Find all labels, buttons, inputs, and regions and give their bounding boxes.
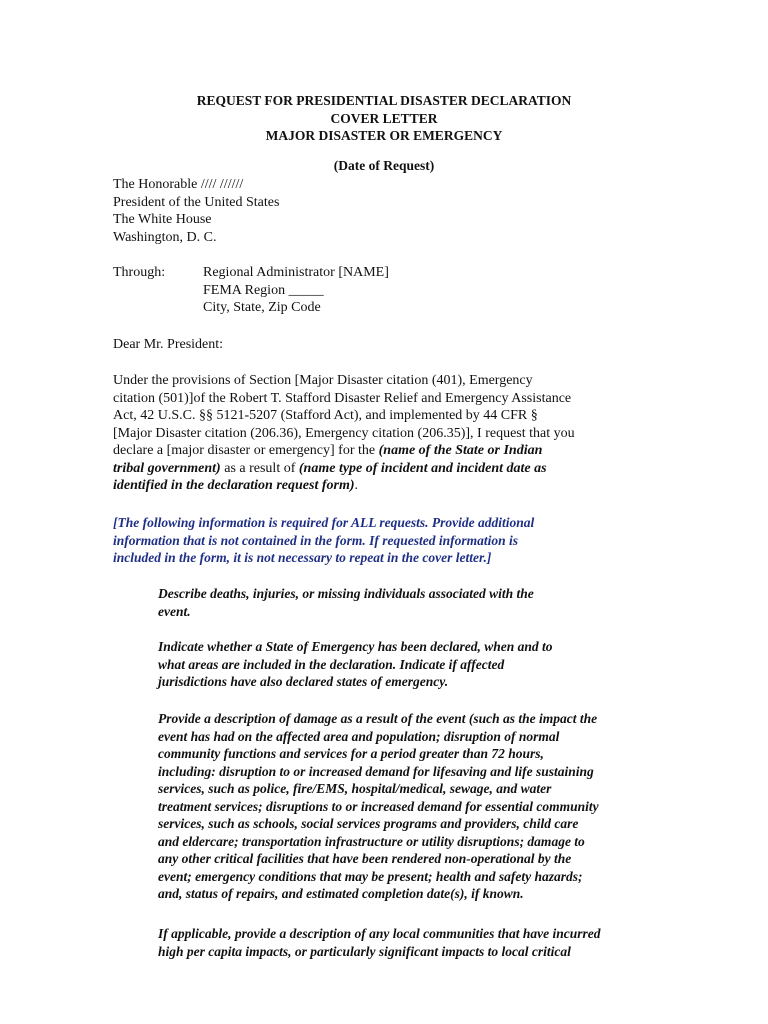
item-line: high per capita impacts, or particularly significant impacts to local critical [158,943,571,959]
item-line: and eldercare; transportation infrastructure or utility disruptions; damage to [158,833,585,849]
paragraph-line-4: [Major Disaster citation (206.36), Emergency citation (206.35)], I request that you [113,425,575,441]
item-line: treatment services; disruptions to or increased demand for essential community [158,798,599,814]
through-label: Through: [113,265,166,280]
paragraph-line-5-text: declare a [major disaster or emergency] for the [113,443,379,458]
item-line: and, status of repairs, and estimated completion date(s), if known. [158,886,524,901]
item-line: event; emergency conditions that may be present; health and safety hazards; [158,868,583,884]
addressee-line-2: President of the United States [113,194,280,210]
through-block [203,264,389,317]
item-line: including: disruption to or increased demand for lifesaving and life sustaining [158,763,594,779]
item-deaths-injuries [158,585,658,620]
item-line: jurisdictions have also declared states of emergency. [158,674,449,689]
paragraph-line-7 [113,477,613,495]
salutation: Dear Mr. President: [113,337,224,352]
through-line-2: FEMA Region _____ [203,282,324,298]
note-line-1: [The following information is required for ALL requests. Provide additional [113,515,535,530]
heading-line-3: MAJOR DISASTER OR EMERGENCY [265,128,503,143]
addressee-line-3: The White House [113,212,212,227]
item-line: what areas are included in the declaration. Indicate if affected [158,656,505,672]
paragraph-line-6-emphasis-2: (name type of incident and incident date as [298,460,547,476]
paragraph-line-3: Act, 42 U.S.C. §§ 5121-5207 (Stafford Act), and implemented by 44 CFR § [113,408,538,423]
item-state-of-emergency [158,638,658,691]
item-line: event. [158,603,191,619]
request-paragraph [113,372,613,495]
paragraph-line-2: citation (501)]of the Robert T. Stafford Disaster Relief and Emergency Assistance [113,390,572,406]
item-local-communities [158,925,658,960]
item-line: Provide a description of damage as a result of the event (such as the impact the [158,711,598,726]
item-line: services, such as police, fire/EMS, hospital/medical, sewage, and water [158,781,552,796]
heading-line-2: COVER LETTER [330,110,438,126]
paragraph-line-7-emphasis: identified in the declaration request form) [113,478,355,493]
item-line: community functions and services for a period greater than 72 hours, [158,746,544,761]
note-line-2: information that is not contained in the form. If requested information is [113,532,519,548]
item-line: Describe deaths, injuries, or missing individuals associated with the [158,586,534,601]
heading-line-1: REQUEST FOR PRESIDENTIAL DISASTER DECLARATION [196,93,572,108]
through-line-3: City, State, Zip Code [203,300,321,315]
paragraph-line-5 [113,442,613,460]
paragraph-line-7-text: . [354,478,358,493]
paragraph-line-1: Under the provisions of Section [Major Disaster citation (401), Emergency [113,373,533,388]
item-line: Indicate whether a State of Emergency has been declared, when and to [158,639,553,654]
paragraph-line-6 [113,460,613,478]
item-line: If applicable, provide a description of any local communities that have incurred [158,926,601,941]
date-of-request: (Date of Request) [333,158,435,173]
addressee-block [113,176,279,246]
through-line-1: Regional Administrator [NAME] [203,265,389,280]
paragraph-line-6-emphasis: tribal government) [113,460,221,476]
instruction-note [113,514,613,567]
note-line-3: included in the form, it is not necessary to repeat in the cover letter.] [113,550,492,565]
item-line: any other critical facilities that have been rendered non-operational by the [158,851,572,866]
item-line: services, such as schools, social services programs and providers, child care [158,816,579,831]
item-line: event has had on the affected area and population; disruption of normal [158,728,560,744]
item-damage-description [158,710,658,903]
paragraph-line-5-emphasis: (name of the State or Indian [378,443,543,458]
addressee-line-4: Washington, D. C. [113,229,217,245]
paragraph-line-6-text: as a result of [220,460,299,476]
letter-heading [0,92,768,145]
addressee-line-1: The Honorable //// ////// [113,177,244,192]
